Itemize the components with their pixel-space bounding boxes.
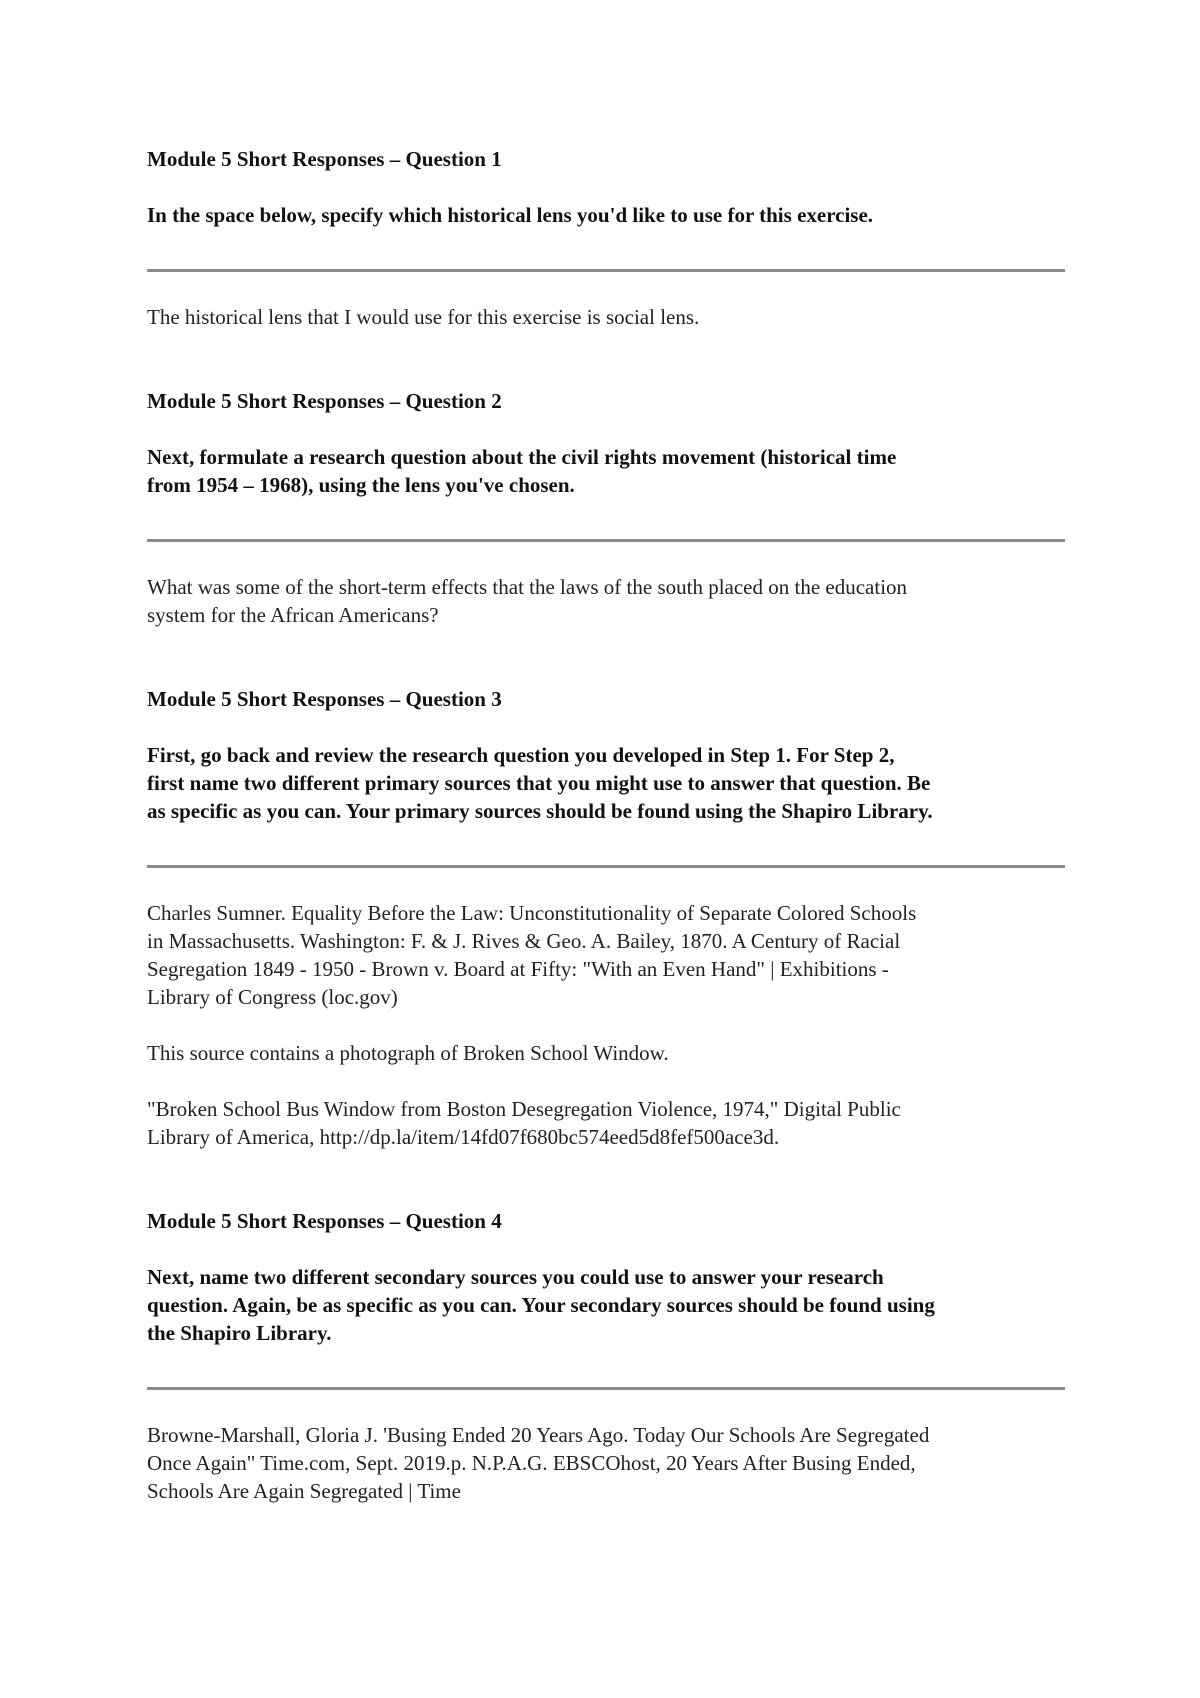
answer-line: in Massachusetts. Washington: F. & J. Rives & Geo. A. Bailey, 1870. A Century of Racial [147, 929, 901, 953]
prompt-line: from 1954 – 1968), using the lens you've chosen. [147, 473, 575, 497]
question-2-prompt [147, 443, 1067, 499]
answer-line: Library of Congress (loc.gov) [147, 985, 398, 1009]
question-1-heading: Module 5 Short Responses – Question 1 [147, 147, 502, 171]
answer-line: What was some of the short-term effects that the laws of the south placed on the education [147, 575, 908, 599]
prompt-line: as specific as you can. Your primary sources should be found using the Shapiro Library. [147, 799, 933, 823]
answer-line: Schools Are Again Segregated | Time [147, 1479, 461, 1503]
question-3-answer-note: This source contains a photograph of Broken School Window. [147, 1041, 669, 1065]
question-4-heading: Module 5 Short Responses – Question 4 [147, 1209, 502, 1233]
prompt-line: Next, formulate a research question about the civil rights movement (historical time [147, 445, 897, 469]
prompt-line: Next, name two different secondary sources you could use to answer your research [147, 1265, 884, 1289]
question-4-prompt [147, 1263, 1067, 1347]
question-4-section [147, 1207, 1067, 1505]
answer-line: Browne-Marshall, Gloria J. 'Busing Ended 20 Years Ago. Today Our Schools Are Segregated [147, 1423, 930, 1447]
question-2-heading: Module 5 Short Responses – Question 2 [147, 389, 502, 413]
question-3-prompt [147, 741, 1067, 825]
answer-line: Once Again" Time.com, Sept. 2019.p. N.P.A.G. EBSCOhost, 20 Years After Busing Ended, [147, 1451, 916, 1475]
question-3-answer-primary-source-1 [147, 899, 1067, 1011]
answer-line: system for the African Americans? [147, 603, 439, 627]
answer-line: Segregation 1849 - 1950 - Brown v. Board at Fifty: "With an Even Hand" | Exhibitions - [147, 957, 889, 981]
prompt-line: First, go back and review the research question you developed in Step 1. For Step 2, [147, 743, 895, 767]
question-4-answer [147, 1421, 1067, 1505]
prompt-line: question. Again, be as specific as you can. Your secondary sources should be found using [147, 1293, 935, 1317]
document-page [147, 145, 1067, 1505]
question-3-heading: Module 5 Short Responses – Question 3 [147, 687, 502, 711]
question-1-section [147, 145, 1067, 331]
answer-line: Charles Sumner. Equality Before the Law: Unconstitutionality of Separate Colored Schools [147, 901, 917, 925]
answer-line: Library of America, http://dp.la/item/14fd07f680bc574eed5d8fef500ace3d. [147, 1125, 780, 1149]
question-2-section [147, 387, 1067, 629]
question-2-answer [147, 573, 1067, 629]
question-3-section [147, 685, 1067, 1151]
prompt-line: the Shapiro Library. [147, 1321, 332, 1345]
question-1-prompt: In the space below, specify which historical lens you'd like to use for this exercise. [147, 203, 874, 227]
question-3-answer-primary-source-2 [147, 1095, 1067, 1151]
question-1-answer: The historical lens that I would use for this exercise is social lens. [147, 305, 700, 329]
answer-line: "Broken School Bus Window from Boston Desegregation Violence, 1974," Digital Public [147, 1097, 901, 1121]
prompt-line: first name two different primary sources that you might use to answer that question. Be [147, 771, 931, 795]
